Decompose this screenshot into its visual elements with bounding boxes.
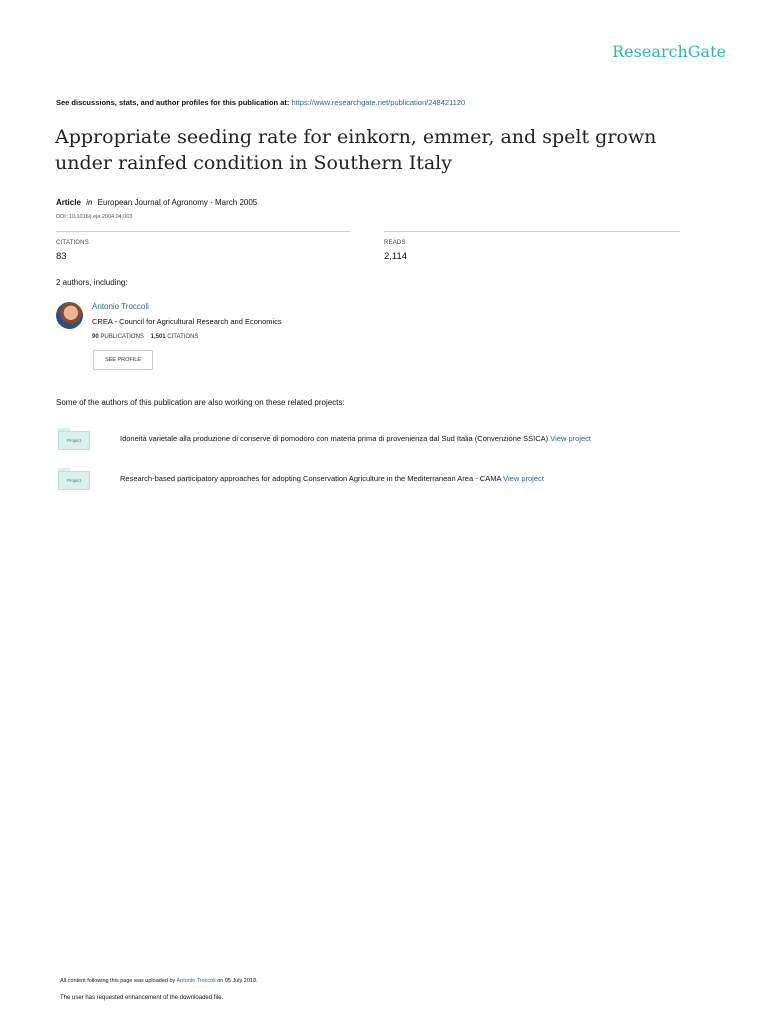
view-project-link[interactable]: View project [550, 434, 591, 443]
author-name-link[interactable]: Antonio Troccoli [92, 302, 149, 311]
author-citations-label: CITATIONS [167, 334, 199, 340]
publication-link-line [56, 98, 465, 107]
reads-value: 2,114 [384, 251, 408, 262]
project-icon-label: Project [58, 471, 90, 490]
reads-divider [384, 231, 680, 232]
journal-date: European Journal of Agronomy · March 2005 [97, 198, 258, 207]
paper-title: Appropriate seeding rate for einkorn, emmer, and spelt grown under rainfed condition in Southern Italy [55, 126, 657, 174]
author-publications-label: PUBLICATIONS [100, 334, 144, 340]
publication-url-link[interactable]: https://www.researchgate.net/publication/248421120 [291, 98, 466, 107]
see-discussions-text: See discussions, stats, and author profiles for this publication at: [56, 98, 290, 107]
upload-suffix: on 05 July 2018. [217, 978, 258, 984]
article-meta [56, 198, 257, 207]
researchgate-logo[interactable]: ResearchGate [612, 42, 726, 61]
reads-label: READS [384, 240, 406, 246]
project-folder-icon[interactable] [58, 468, 90, 490]
upload-note [60, 978, 258, 984]
project-title: Idoneità varietale alla produzione di conserve di pomodoro con materia prima di provenienza dal Sud Italia (Convenzione SSICA) [120, 434, 549, 443]
upload-prefix: All content following this page was uploaded by [60, 978, 176, 984]
author-stats [92, 334, 198, 340]
author-avatar[interactable] [56, 302, 83, 329]
author-citations-count: 1,501 [150, 334, 166, 340]
project-title: Research-based participatory approaches for adopting Conservation Agriculture in the Mediterranean Area - CAMA [120, 474, 502, 483]
project-item [120, 474, 544, 483]
enhancement-note: The user has requested enhancement of the downloaded file. [60, 995, 224, 1001]
citations-label: CITATIONS [56, 240, 89, 246]
view-project-link[interactable]: View project [503, 474, 544, 483]
project-icon-label: Project [58, 431, 90, 450]
in-word: in [86, 198, 93, 207]
article-type: Article [56, 198, 81, 207]
author-publications-count: 90 [92, 334, 99, 340]
project-folder-icon[interactable] [58, 428, 90, 450]
projects-heading: Some of the authors of this publication are also working on these related projects: [56, 398, 345, 407]
citations-value: 83 [56, 251, 67, 262]
see-profile-button[interactable]: SEE PROFILE [93, 350, 153, 370]
authors-heading: 2 authors, including: [56, 278, 128, 287]
project-item [120, 434, 591, 443]
author-institution: CREA - Council for Agricultural Research and Economics [92, 317, 282, 326]
citations-divider [56, 231, 350, 232]
doi-text: DOI: 10.1016/j.eja.2004.04.003 [56, 214, 133, 220]
uploader-link[interactable]: Antonio Troccoli [176, 978, 216, 984]
